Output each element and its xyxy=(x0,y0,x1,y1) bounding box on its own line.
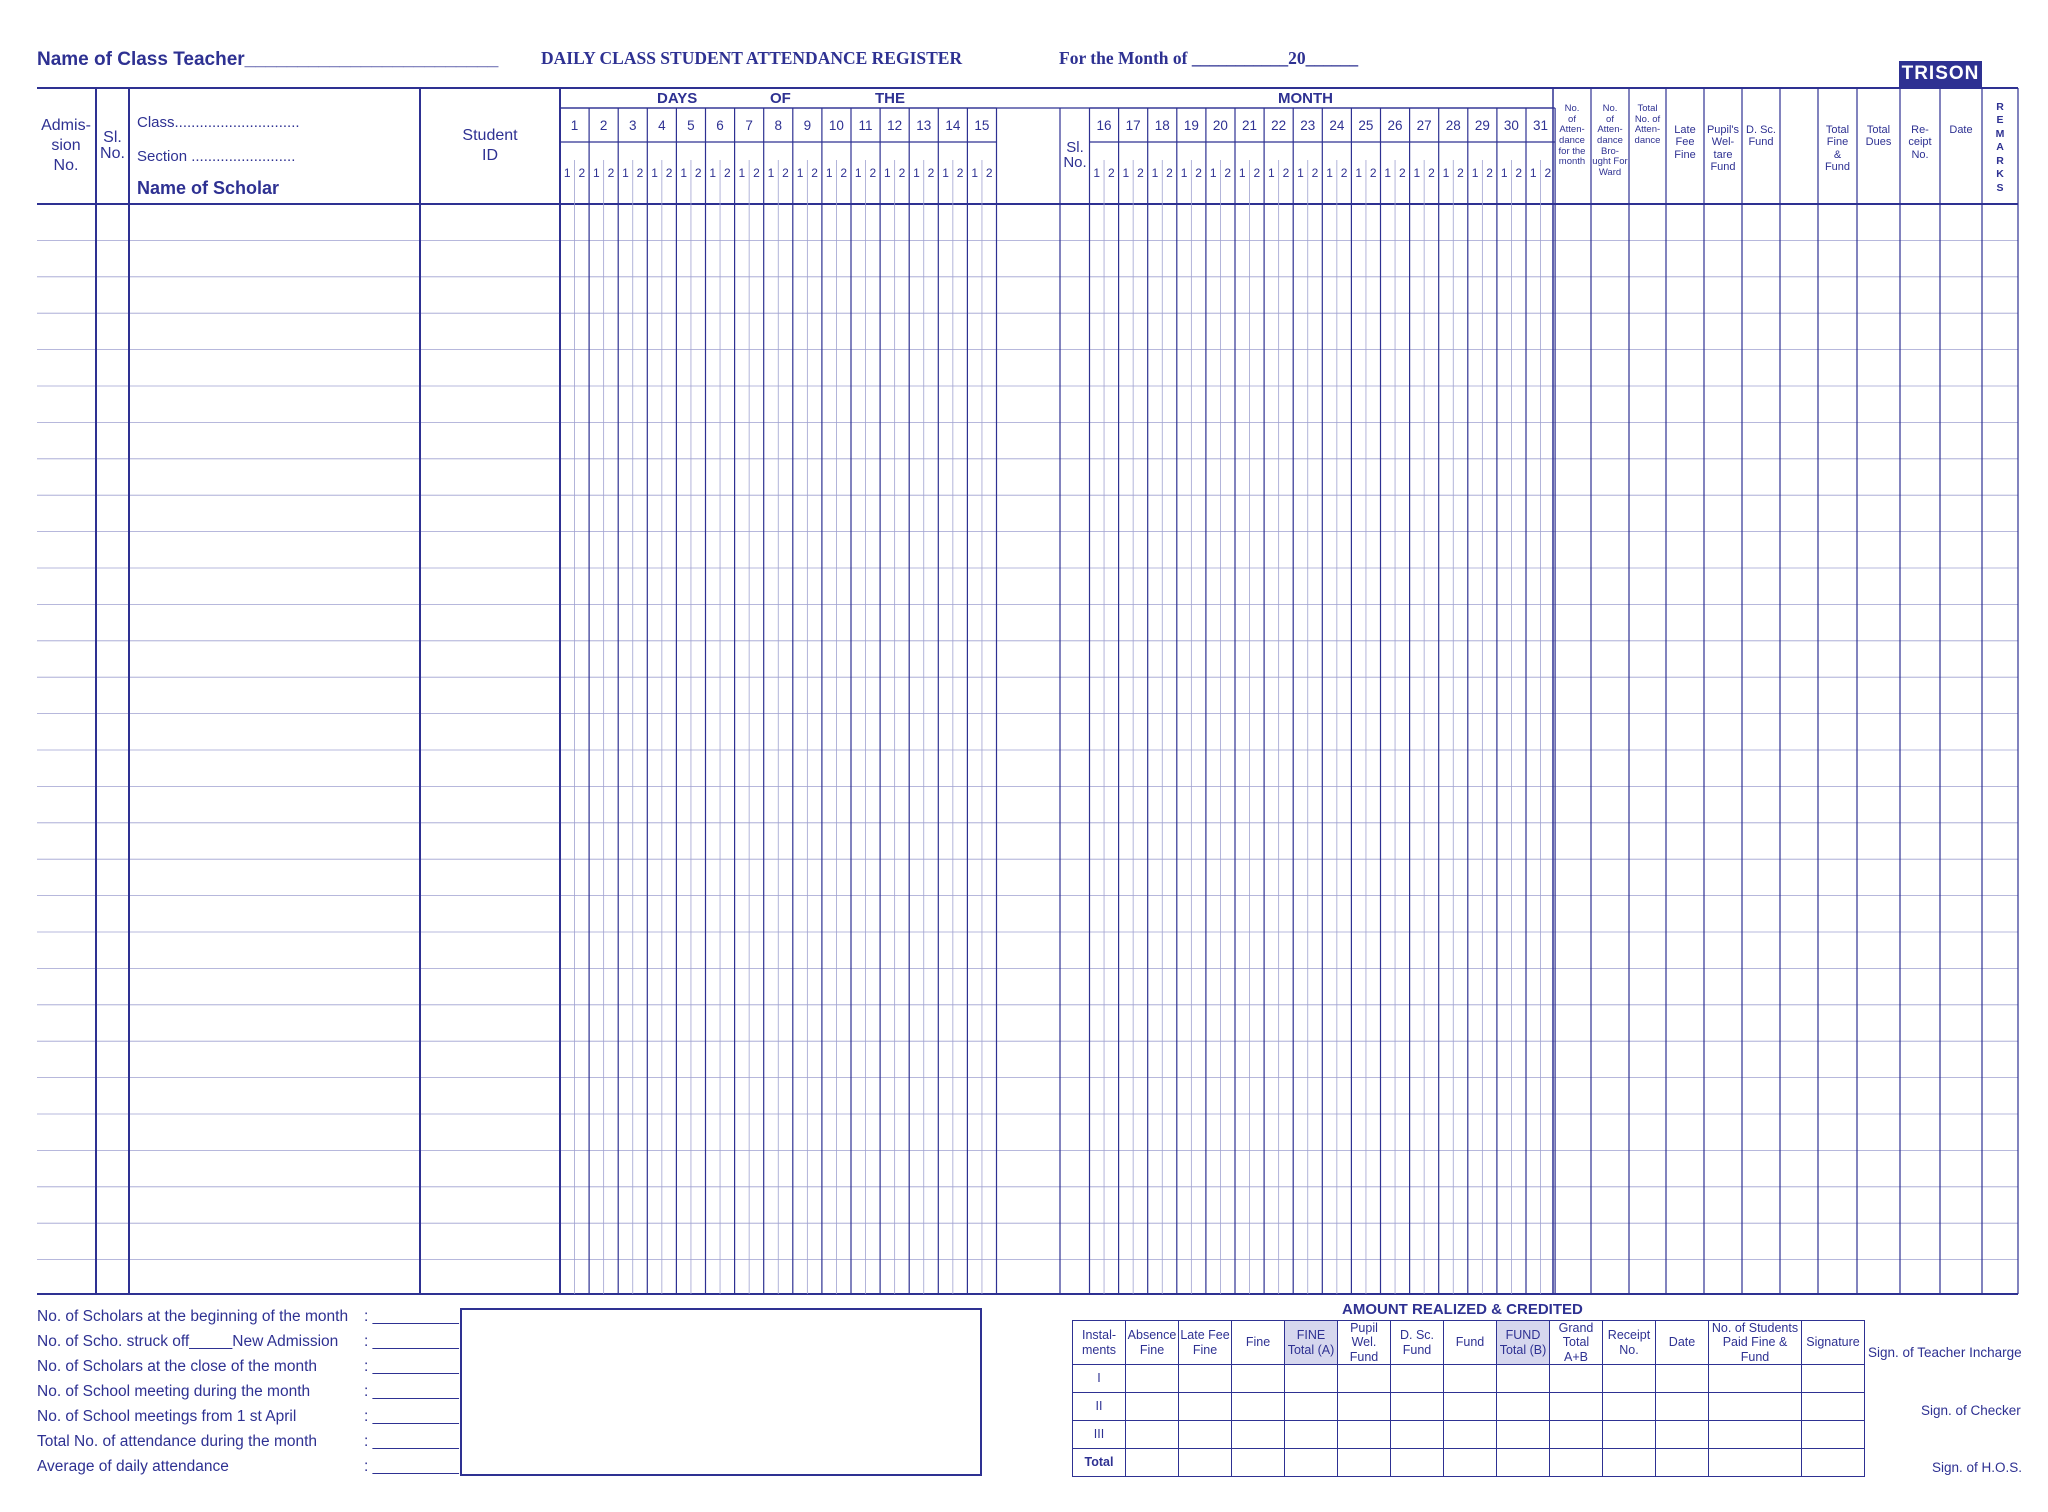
summary-line-label: No. of Scholars at the close of the month xyxy=(37,1358,318,1375)
header-line: Bro- xyxy=(1601,145,1619,157)
right-column-header xyxy=(1818,124,1857,173)
header-line: No. xyxy=(1602,103,1618,114)
summary-line-blank: : __________ xyxy=(364,1458,459,1475)
half-label: 2 xyxy=(1107,166,1115,180)
header-line: ceipt xyxy=(1908,136,1932,149)
header-line: Fund xyxy=(1824,160,1851,173)
amount-header-cell xyxy=(1126,1321,1179,1365)
header-line: month xyxy=(1558,156,1586,168)
half-label: 2 xyxy=(1282,166,1290,180)
header-line: Pupil Wel. xyxy=(1350,1321,1378,1350)
summary-line-label: No. of School meetings from 1 st April xyxy=(37,1408,297,1425)
right-column-header xyxy=(1553,104,1591,168)
banner-month: MONTH xyxy=(1278,90,1333,107)
day-number: 4 xyxy=(658,118,666,133)
summary-line-blank: : __________ xyxy=(364,1333,459,1350)
amount-cell[interactable] xyxy=(1338,1393,1391,1421)
half-label: 1 xyxy=(1122,166,1130,180)
half-label: 2 xyxy=(840,166,848,180)
day-number: 31 xyxy=(1533,118,1549,133)
header-line: Fund xyxy=(1710,160,1736,173)
amount-header-cell xyxy=(1550,1321,1603,1365)
half-label: 1 xyxy=(1209,166,1217,180)
day-number: 10 xyxy=(828,118,844,133)
name-of-scholar-header: Name of Scholar xyxy=(137,178,280,198)
month-label: For the Month of ___________20______ xyxy=(1059,48,1359,68)
half-label: 2 xyxy=(1486,166,1493,180)
header-line: Instal- xyxy=(1081,1328,1117,1343)
header-line: Fine xyxy=(1674,148,1696,161)
header-line: of xyxy=(1606,113,1614,125)
header-line: S xyxy=(1996,181,2004,194)
day-number: 1 xyxy=(570,118,579,133)
amount-cell[interactable] xyxy=(1656,1393,1709,1421)
amount-table-title: AMOUNT REALIZED & CREDITED xyxy=(1342,1301,1583,1318)
header-line: & xyxy=(1833,148,1842,161)
amount-header-cell xyxy=(1391,1321,1444,1365)
half-label: 2 xyxy=(723,166,731,180)
header-line: No. of Students xyxy=(1711,1321,1799,1335)
class-teacher-label: Name of Class Teacher________________________ xyxy=(37,49,499,70)
header-line: Total xyxy=(1825,124,1850,136)
amount-cell[interactable] xyxy=(1709,1449,1802,1477)
amount-cell[interactable] xyxy=(1285,1449,1338,1477)
header-line: Fine xyxy=(1826,136,1849,149)
half-label: 1 xyxy=(1268,166,1275,180)
half-label: 1 xyxy=(1326,166,1333,180)
amount-cell[interactable] xyxy=(1126,1421,1179,1449)
instalment-label: I xyxy=(1073,1365,1126,1393)
header-line: Fine xyxy=(1245,1335,1271,1350)
day-number: 18 xyxy=(1154,118,1170,133)
register-title: DAILY CLASS STUDENT ATTENDANCE REGISTER xyxy=(541,48,963,68)
sign-teacher-incharge: Sign. of Teacher Incharge xyxy=(1868,1345,2022,1360)
day-number: 15 xyxy=(974,118,990,133)
header-line: Date xyxy=(1668,1335,1696,1350)
amount-cell[interactable] xyxy=(1338,1421,1391,1449)
half-label: 1 xyxy=(1529,166,1537,180)
amount-cell[interactable] xyxy=(1285,1421,1338,1449)
header-line: D. Sc. xyxy=(1746,124,1776,136)
header-line: tare xyxy=(1713,148,1733,161)
student-id-header: Student ID xyxy=(462,127,518,164)
amount-header-cell xyxy=(1444,1321,1497,1365)
amount-cell[interactable] xyxy=(1232,1421,1285,1449)
day-number: 28 xyxy=(1445,118,1461,133)
header-line: FINE xyxy=(1296,1328,1326,1343)
amount-row xyxy=(1073,1421,1865,1449)
day-number: 11 xyxy=(858,118,873,133)
half-label: 1 xyxy=(913,166,920,180)
day-number: 3 xyxy=(628,118,637,133)
day-number: 16 xyxy=(1096,118,1112,133)
header-line: dance xyxy=(1634,134,1661,146)
day-number: 27 xyxy=(1416,118,1432,133)
sign-hos: Sign. of H.O.S. xyxy=(1932,1460,2023,1475)
amount-cell[interactable] xyxy=(1391,1421,1444,1449)
header-line: dance xyxy=(1597,134,1623,146)
half-label: 2 xyxy=(869,166,877,180)
header-line: No. xyxy=(1911,148,1929,161)
half-label: 1 xyxy=(767,166,775,180)
banner-the: THE xyxy=(875,90,905,107)
header-line: Fee xyxy=(1675,136,1695,149)
amount-cell[interactable] xyxy=(1550,1449,1603,1477)
header-line: Fine xyxy=(1139,1342,1165,1357)
half-label: 2 xyxy=(1515,166,1523,180)
summary-line-label: Total No. of attendance during the month xyxy=(37,1433,318,1450)
header-line: Fund xyxy=(1748,136,1774,149)
header-line: Atten- xyxy=(1559,124,1585,136)
half-label: 2 xyxy=(1340,166,1348,180)
half-label: 2 xyxy=(985,166,993,180)
half-label: 2 xyxy=(1166,166,1173,180)
half-label: 1 xyxy=(971,166,978,180)
header-line: Re- xyxy=(1911,124,1929,136)
half-label: 1 xyxy=(1413,166,1421,180)
half-label: 2 xyxy=(956,166,964,180)
class-label: Class.............................. xyxy=(137,114,300,131)
header-line: Fund xyxy=(1349,1349,1379,1364)
remarks-box[interactable] xyxy=(460,1308,982,1476)
right-column-header xyxy=(1900,124,1940,161)
header-line: ments xyxy=(1081,1342,1117,1357)
header-line: dance xyxy=(1559,134,1585,146)
header-line: Fund xyxy=(1455,1335,1485,1350)
summary-line-label: No. of School meeting during the month xyxy=(37,1383,311,1400)
half-label: 2 xyxy=(1544,166,1552,180)
right-column-header xyxy=(1629,104,1666,147)
amount-cell[interactable] xyxy=(1656,1421,1709,1449)
half-label: 2 xyxy=(665,166,673,180)
header-line: for the xyxy=(1558,145,1586,157)
banner-days: DAYS xyxy=(657,90,698,107)
amount-cell[interactable] xyxy=(1444,1365,1497,1393)
summary-line-label: No. of Scholars at the beginning of the month xyxy=(37,1308,349,1325)
amount-header-cell xyxy=(1497,1321,1550,1365)
trison-logo: TRISON xyxy=(1899,61,1982,87)
amount-cell[interactable] xyxy=(1126,1449,1179,1477)
half-label: 2 xyxy=(1398,166,1406,180)
amount-cell[interactable] xyxy=(1179,1393,1232,1421)
summary-line-blank: : __________ xyxy=(364,1433,459,1450)
amount-cell[interactable] xyxy=(1656,1365,1709,1393)
summary-line-blank: : __________ xyxy=(364,1358,459,1375)
header-line: No. of xyxy=(1634,113,1661,125)
half-label: 1 xyxy=(1180,166,1188,180)
header-line: No. xyxy=(1619,1342,1639,1357)
amount-cell[interactable] xyxy=(1179,1449,1232,1477)
day-number: 9 xyxy=(803,118,812,133)
half-label: 1 xyxy=(942,166,949,180)
amount-cell[interactable] xyxy=(1126,1365,1179,1393)
sign-checker: Sign. of Checker xyxy=(1921,1403,2021,1418)
header-line: No. xyxy=(1564,103,1580,114)
amount-header-cell xyxy=(1338,1321,1391,1365)
half-label: 2 xyxy=(607,166,615,180)
right-column-header xyxy=(1591,104,1629,178)
summary-line-label: No. of Scho. struck off_____New Admission xyxy=(37,1333,339,1350)
day-number: 6 xyxy=(716,118,724,133)
amount-header-cell xyxy=(1802,1321,1865,1365)
day-number: 17 xyxy=(1125,118,1141,133)
header-line: Signature xyxy=(1806,1335,1860,1350)
half-label: 2 xyxy=(753,166,760,180)
day-number: 19 xyxy=(1183,118,1199,133)
amount-cell[interactable] xyxy=(1603,1421,1656,1449)
header-line: Total (B) xyxy=(1499,1342,1547,1357)
amount-header-cell xyxy=(1179,1321,1232,1365)
amount-cell[interactable] xyxy=(1285,1365,1338,1393)
amount-header-cell xyxy=(1603,1321,1656,1365)
header-line: M xyxy=(1995,127,2005,140)
amount-cell[interactable] xyxy=(1550,1365,1603,1393)
amount-row xyxy=(1073,1365,1865,1393)
amount-cell[interactable] xyxy=(1444,1449,1497,1477)
header-line: R xyxy=(1996,101,2004,113)
amount-realized-table xyxy=(1072,1320,1865,1477)
amount-cell[interactable] xyxy=(1802,1365,1865,1393)
instalment-label: Total xyxy=(1073,1449,1126,1477)
admission-no-header: Admis- sion No. xyxy=(41,117,91,174)
instalment-label: II xyxy=(1073,1393,1126,1421)
half-label: 2 xyxy=(1428,166,1435,180)
half-label: 1 xyxy=(622,166,629,180)
half-label: 1 xyxy=(796,166,804,180)
section-label: Section ......................... xyxy=(137,148,296,165)
half-label: 2 xyxy=(1369,166,1377,180)
sl-no-mid-header: Sl. No. xyxy=(1063,139,1087,171)
header-line: Wel- xyxy=(1711,136,1735,149)
amount-header-cell xyxy=(1285,1321,1338,1365)
right-column-header xyxy=(1857,124,1900,149)
header-line: Receipt xyxy=(1607,1328,1651,1343)
day-number: 8 xyxy=(774,118,782,133)
header-line: D. Sc. xyxy=(1399,1328,1435,1343)
half-label: 1 xyxy=(593,166,600,180)
right-column-header xyxy=(1940,124,1982,136)
right-column-header xyxy=(1742,124,1780,149)
header-line: Fund xyxy=(1402,1342,1432,1357)
header-line: Absence xyxy=(1127,1328,1177,1343)
half-label: 1 xyxy=(709,166,717,180)
half-label: 2 xyxy=(898,166,906,180)
header-line: Paid Fine & Fund xyxy=(1722,1335,1788,1364)
header-line: Atten- xyxy=(1597,124,1623,136)
day-number: 14 xyxy=(945,118,961,133)
header-line: Pupil's xyxy=(1706,124,1740,136)
amount-cell[interactable] xyxy=(1391,1449,1444,1477)
half-label: 2 xyxy=(1457,166,1464,180)
day-number: 12 xyxy=(887,118,903,133)
amount-cell[interactable] xyxy=(1444,1421,1497,1449)
amount-cell[interactable] xyxy=(1802,1393,1865,1421)
amount-row xyxy=(1073,1393,1865,1421)
half-label: 2 xyxy=(1253,166,1261,180)
amount-cell[interactable] xyxy=(1497,1449,1550,1477)
amount-cell[interactable] xyxy=(1497,1365,1550,1393)
amount-cell[interactable] xyxy=(1802,1449,1865,1477)
amount-row xyxy=(1073,1449,1865,1477)
summary-line-blank: : __________ xyxy=(364,1408,459,1425)
half-label: 2 xyxy=(811,166,818,180)
amount-cell[interactable] xyxy=(1232,1365,1285,1393)
half-label: 2 xyxy=(1195,166,1202,180)
header-line: Date xyxy=(1949,124,1973,136)
half-label: 1 xyxy=(884,166,891,180)
half-label: 1 xyxy=(1093,166,1101,180)
half-label: 2 xyxy=(782,166,789,180)
half-label: 1 xyxy=(1355,166,1362,180)
half-label: 2 xyxy=(1311,166,1319,180)
header-line: K xyxy=(1996,168,2004,181)
amount-cell[interactable] xyxy=(1391,1365,1444,1393)
amount-cell[interactable] xyxy=(1126,1393,1179,1421)
header-line: ught For xyxy=(1592,156,1628,168)
half-label: 2 xyxy=(1224,166,1232,180)
right-column-header xyxy=(1666,124,1704,161)
amount-cell[interactable] xyxy=(1709,1365,1802,1393)
amount-header-cell xyxy=(1232,1321,1285,1365)
summary-line-label: Average of daily attendance xyxy=(37,1458,229,1475)
header-line: FUND xyxy=(1505,1328,1541,1343)
amount-cell[interactable] xyxy=(1232,1449,1285,1477)
amount-cell[interactable] xyxy=(1497,1393,1550,1421)
amount-cell[interactable] xyxy=(1497,1421,1550,1449)
half-label: 2 xyxy=(636,166,644,180)
header-line: Total A+B xyxy=(1562,1335,1590,1364)
half-label: 1 xyxy=(1297,166,1304,180)
half-label: 1 xyxy=(1442,166,1450,180)
amount-cell[interactable] xyxy=(1603,1365,1656,1393)
half-label: 1 xyxy=(825,166,833,180)
day-number: 7 xyxy=(745,118,753,133)
header-line: Total (A) xyxy=(1287,1342,1335,1357)
header-line: Grand xyxy=(1558,1321,1594,1335)
summary-line-blank: : __________ xyxy=(364,1383,459,1400)
amount-cell[interactable] xyxy=(1603,1449,1656,1477)
header-line: Total xyxy=(1637,103,1658,114)
amount-cell[interactable] xyxy=(1550,1421,1603,1449)
sl-no-header: Sl. No. xyxy=(100,129,125,162)
day-number: 24 xyxy=(1329,118,1345,133)
amount-cell[interactable] xyxy=(1232,1393,1285,1421)
day-number: 29 xyxy=(1474,118,1490,133)
header-line: of xyxy=(1568,113,1576,125)
amount-cell[interactable] xyxy=(1179,1421,1232,1449)
instalment-label: III xyxy=(1073,1421,1126,1449)
day-number: 5 xyxy=(687,118,695,133)
amount-cell[interactable] xyxy=(1709,1393,1802,1421)
half-label: 1 xyxy=(651,166,658,180)
amount-cell[interactable] xyxy=(1338,1449,1391,1477)
half-label: 1 xyxy=(738,166,746,180)
header-line: Dues xyxy=(1865,136,1892,149)
amount-cell[interactable] xyxy=(1391,1393,1444,1421)
header-line: Ward xyxy=(1598,166,1622,178)
header-line: A xyxy=(1996,141,2004,154)
day-number: 22 xyxy=(1271,118,1287,133)
day-number: 30 xyxy=(1503,118,1519,133)
day-number: 23 xyxy=(1300,118,1316,133)
half-label: 1 xyxy=(854,166,862,180)
half-label: 1 xyxy=(1500,166,1508,180)
day-number: 26 xyxy=(1387,118,1403,133)
half-label: 2 xyxy=(694,166,702,180)
amount-cell[interactable] xyxy=(1656,1449,1709,1477)
half-label: 2 xyxy=(1137,166,1144,180)
header-line: R xyxy=(1996,154,2004,167)
header-line: Fine xyxy=(1192,1342,1218,1357)
amount-header-cell xyxy=(1656,1321,1709,1365)
half-label: 2 xyxy=(578,166,586,180)
half-label: 1 xyxy=(680,166,687,180)
half-label: 1 xyxy=(1151,166,1159,180)
amount-cell[interactable] xyxy=(1179,1365,1232,1393)
amount-cell[interactable] xyxy=(1603,1393,1656,1421)
summary-line-blank: : __________ xyxy=(364,1308,459,1325)
half-label: 1 xyxy=(1238,166,1246,180)
day-number: 13 xyxy=(916,118,932,133)
amount-header-cell xyxy=(1709,1321,1802,1365)
amount-header-cell xyxy=(1073,1321,1126,1365)
half-label: 1 xyxy=(563,166,571,180)
amount-cell[interactable] xyxy=(1709,1421,1802,1449)
header-line: E xyxy=(1996,114,2004,127)
day-number: 2 xyxy=(599,118,608,133)
amount-cell[interactable] xyxy=(1285,1393,1338,1421)
half-label: 1 xyxy=(1384,166,1392,180)
header-line: Total xyxy=(1866,124,1891,136)
header-line: Late xyxy=(1674,124,1696,136)
amount-cell[interactable] xyxy=(1802,1421,1865,1449)
half-label: 1 xyxy=(1471,166,1479,180)
day-number: 21 xyxy=(1242,118,1258,133)
header-line: Atten- xyxy=(1634,124,1661,136)
right-column-header xyxy=(1982,101,2018,195)
day-number: 20 xyxy=(1212,118,1228,133)
banner-of: OF xyxy=(770,90,791,107)
day-number: 25 xyxy=(1358,118,1374,133)
half-label: 2 xyxy=(927,166,935,180)
amount-cell[interactable] xyxy=(1338,1365,1391,1393)
right-column-header xyxy=(1704,124,1742,173)
amount-cell[interactable] xyxy=(1550,1393,1603,1421)
amount-cell[interactable] xyxy=(1444,1393,1497,1421)
header-line: Late Fee xyxy=(1180,1328,1230,1343)
